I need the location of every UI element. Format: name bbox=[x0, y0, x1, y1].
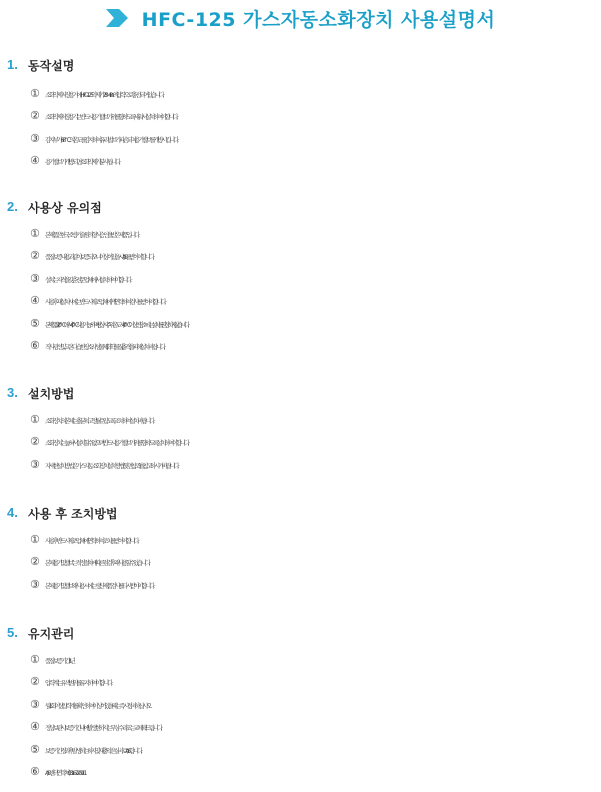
item-number: ④ bbox=[30, 154, 40, 168]
item-number: ⑤ bbox=[30, 742, 40, 756]
item-text: 본 제품은 -20℃에서 40℃ 사용가능하며 평상시 주위온도가 40℃이상인 장소에는 설치를 권장하지 않습니다. bbox=[45, 320, 187, 329]
item-text: 자세한 설치방법은 가스자동소화장치 설치방법(뒷면참조)을 참고 하시기 바랍니다. bbox=[45, 461, 177, 470]
section-number: 5. bbox=[7, 625, 18, 640]
item-number: ② bbox=[30, 435, 40, 449]
list-item bbox=[0, 649, 601, 671]
list-item bbox=[0, 761, 601, 783]
section-installation bbox=[0, 385, 601, 476]
item-number: ③ bbox=[30, 577, 40, 591]
item-text: 설치는 자격을 갖춘 전문업체에서 설치하여야 합니다. bbox=[45, 275, 130, 284]
item-number: ② bbox=[30, 249, 40, 263]
chevron-right-icon bbox=[106, 9, 128, 27]
section-number: 2. bbox=[7, 199, 18, 214]
list-item bbox=[0, 290, 601, 312]
list-item bbox=[0, 245, 601, 267]
item-text: 본 제품은 한국소방기술원의 형식승인을 받은 제품입니다. bbox=[45, 231, 138, 239]
item-text: 감지부가 68℃의 온도를 감지하여 유리벌브가 파손되며, 용기밸브를 개방시킵니다. bbox=[45, 135, 177, 144]
document-title: HFC-125 가스자동소화장치 사용설명서 bbox=[141, 8, 496, 31]
section-title: 설치방법 bbox=[28, 387, 75, 401]
section-heading bbox=[0, 385, 601, 405]
list-item bbox=[0, 128, 601, 150]
list-item bbox=[0, 83, 601, 105]
section-operation bbox=[0, 57, 601, 173]
list-item bbox=[0, 716, 601, 738]
section-heading bbox=[0, 505, 601, 525]
item-text: 소화장치의 본체는 충분히 고정될 수 있도록 조치하여 설치바랍니다. bbox=[45, 417, 153, 425]
item-text: 소화약제 저장용기는 반드시 용기밸브가 위를 향하도록 세워서 설치하여야 합니다. bbox=[45, 113, 177, 122]
section-item-list bbox=[0, 409, 601, 476]
list-item bbox=[0, 574, 601, 596]
list-item bbox=[0, 313, 601, 335]
item-text: 용기밸브가 개방되면 소화약제가 분사됩니다. bbox=[45, 158, 119, 167]
item-number: ③ bbox=[30, 271, 40, 285]
section-heading bbox=[0, 57, 601, 77]
item-number: ⑥ bbox=[30, 338, 40, 352]
item-number: ③ bbox=[30, 131, 40, 145]
list-item bbox=[0, 335, 601, 357]
item-text: 품질보증기간 : 1년 bbox=[45, 657, 74, 665]
item-text: 직사광선 및 고온다습한 장소, 자성물체, 화학물질, 충격을 피해 설치바랍니다. bbox=[45, 342, 164, 351]
item-text: 품질보증내용과 같이 보증되오니 이상이 있을 시 A/S를 받아야 합니다. bbox=[45, 253, 153, 262]
item-text: 사용 후 반드시 제조업체에 연락하여 조치를 받아야 합니다. bbox=[45, 537, 138, 545]
list-item bbox=[0, 529, 601, 551]
section-number: 1. bbox=[7, 57, 18, 72]
list-item bbox=[0, 431, 601, 453]
section-after-use bbox=[0, 505, 601, 596]
section-number: 4. bbox=[7, 505, 18, 520]
section-precautions bbox=[0, 199, 601, 357]
section-heading bbox=[0, 625, 601, 645]
section-title: 동작설명 bbox=[28, 59, 75, 73]
item-text: 본체용기 및 밸브는 적정절차에 따른 점검 후 재사용할 수 있습니다. bbox=[45, 559, 149, 568]
list-item bbox=[0, 551, 601, 573]
list-item bbox=[0, 409, 601, 431]
item-number: ① bbox=[30, 653, 40, 666]
section-number: 3. bbox=[7, 385, 18, 400]
section-title: 유지관리 bbox=[28, 627, 75, 641]
section-item-list bbox=[0, 83, 601, 173]
item-text: 보증기간 경과 후 발생하는 하자 및 재충약은 실비로 A/S합니다. bbox=[45, 746, 141, 755]
item-text: 압력계는 유색범위를 유지하여야 합니다. bbox=[45, 679, 111, 688]
item-number: ⑤ bbox=[30, 316, 40, 330]
section-title: 사용상 유의점 bbox=[28, 201, 102, 215]
item-number: ① bbox=[30, 413, 40, 426]
list-item bbox=[0, 671, 601, 693]
item-text: 소화장치는 눕혀서 설치할 수 없으며 반드시 용기밸브가 위를 향하도록 설치하여야 합니다. bbox=[45, 439, 188, 448]
section-maintenance bbox=[0, 625, 601, 783]
list-item bbox=[0, 150, 601, 172]
item-number: ② bbox=[30, 675, 40, 689]
item-number: ④ bbox=[30, 720, 40, 734]
list-item bbox=[0, 105, 601, 127]
item-number: ③ bbox=[30, 457, 40, 471]
item-number: ⑥ bbox=[30, 764, 40, 778]
item-text: 소화약제저장용기에 HFC-125 약제가 2.5MPa의 압력으로 충전되어 있습니다. bbox=[45, 91, 163, 99]
section-item-list bbox=[0, 223, 601, 357]
section-item-list bbox=[0, 529, 601, 596]
section-title: 사용 후 조치방법 bbox=[28, 507, 118, 521]
item-number: ① bbox=[30, 227, 40, 240]
item-text: A/S센터 연락처 : 031-672-0911 bbox=[45, 768, 86, 777]
item-number: ④ bbox=[30, 294, 40, 308]
item-number: ① bbox=[30, 87, 40, 100]
item-text: 본체용기 및 밸브 재사용시에는 생산제품검사를 다시 받아야 합니다. bbox=[45, 581, 153, 590]
item-text: 월 1회 이상 압력계를 확인하여 이상이 있을 때는 즉시 정비 하십시오. bbox=[45, 701, 150, 710]
list-item bbox=[0, 739, 601, 761]
section-item-list bbox=[0, 649, 601, 783]
section-heading bbox=[0, 199, 601, 219]
list-item bbox=[0, 454, 601, 476]
item-number: ① bbox=[30, 533, 40, 546]
document-header bbox=[0, 0, 601, 36]
item-number: ② bbox=[30, 555, 40, 569]
item-text: 정상보관 시 보증기간 내에 발생한 하자는 무상수리 또는 교체해드립니다. bbox=[45, 724, 161, 733]
item-number: ③ bbox=[30, 697, 40, 711]
list-item bbox=[0, 223, 601, 245]
item-number: ② bbox=[30, 109, 40, 123]
list-item bbox=[0, 694, 601, 716]
item-text: 사용 후 재설치 시에는 반드시 제조업체에게 연락하여 검사를 받아야 합니다. bbox=[45, 298, 164, 307]
list-item bbox=[0, 268, 601, 290]
